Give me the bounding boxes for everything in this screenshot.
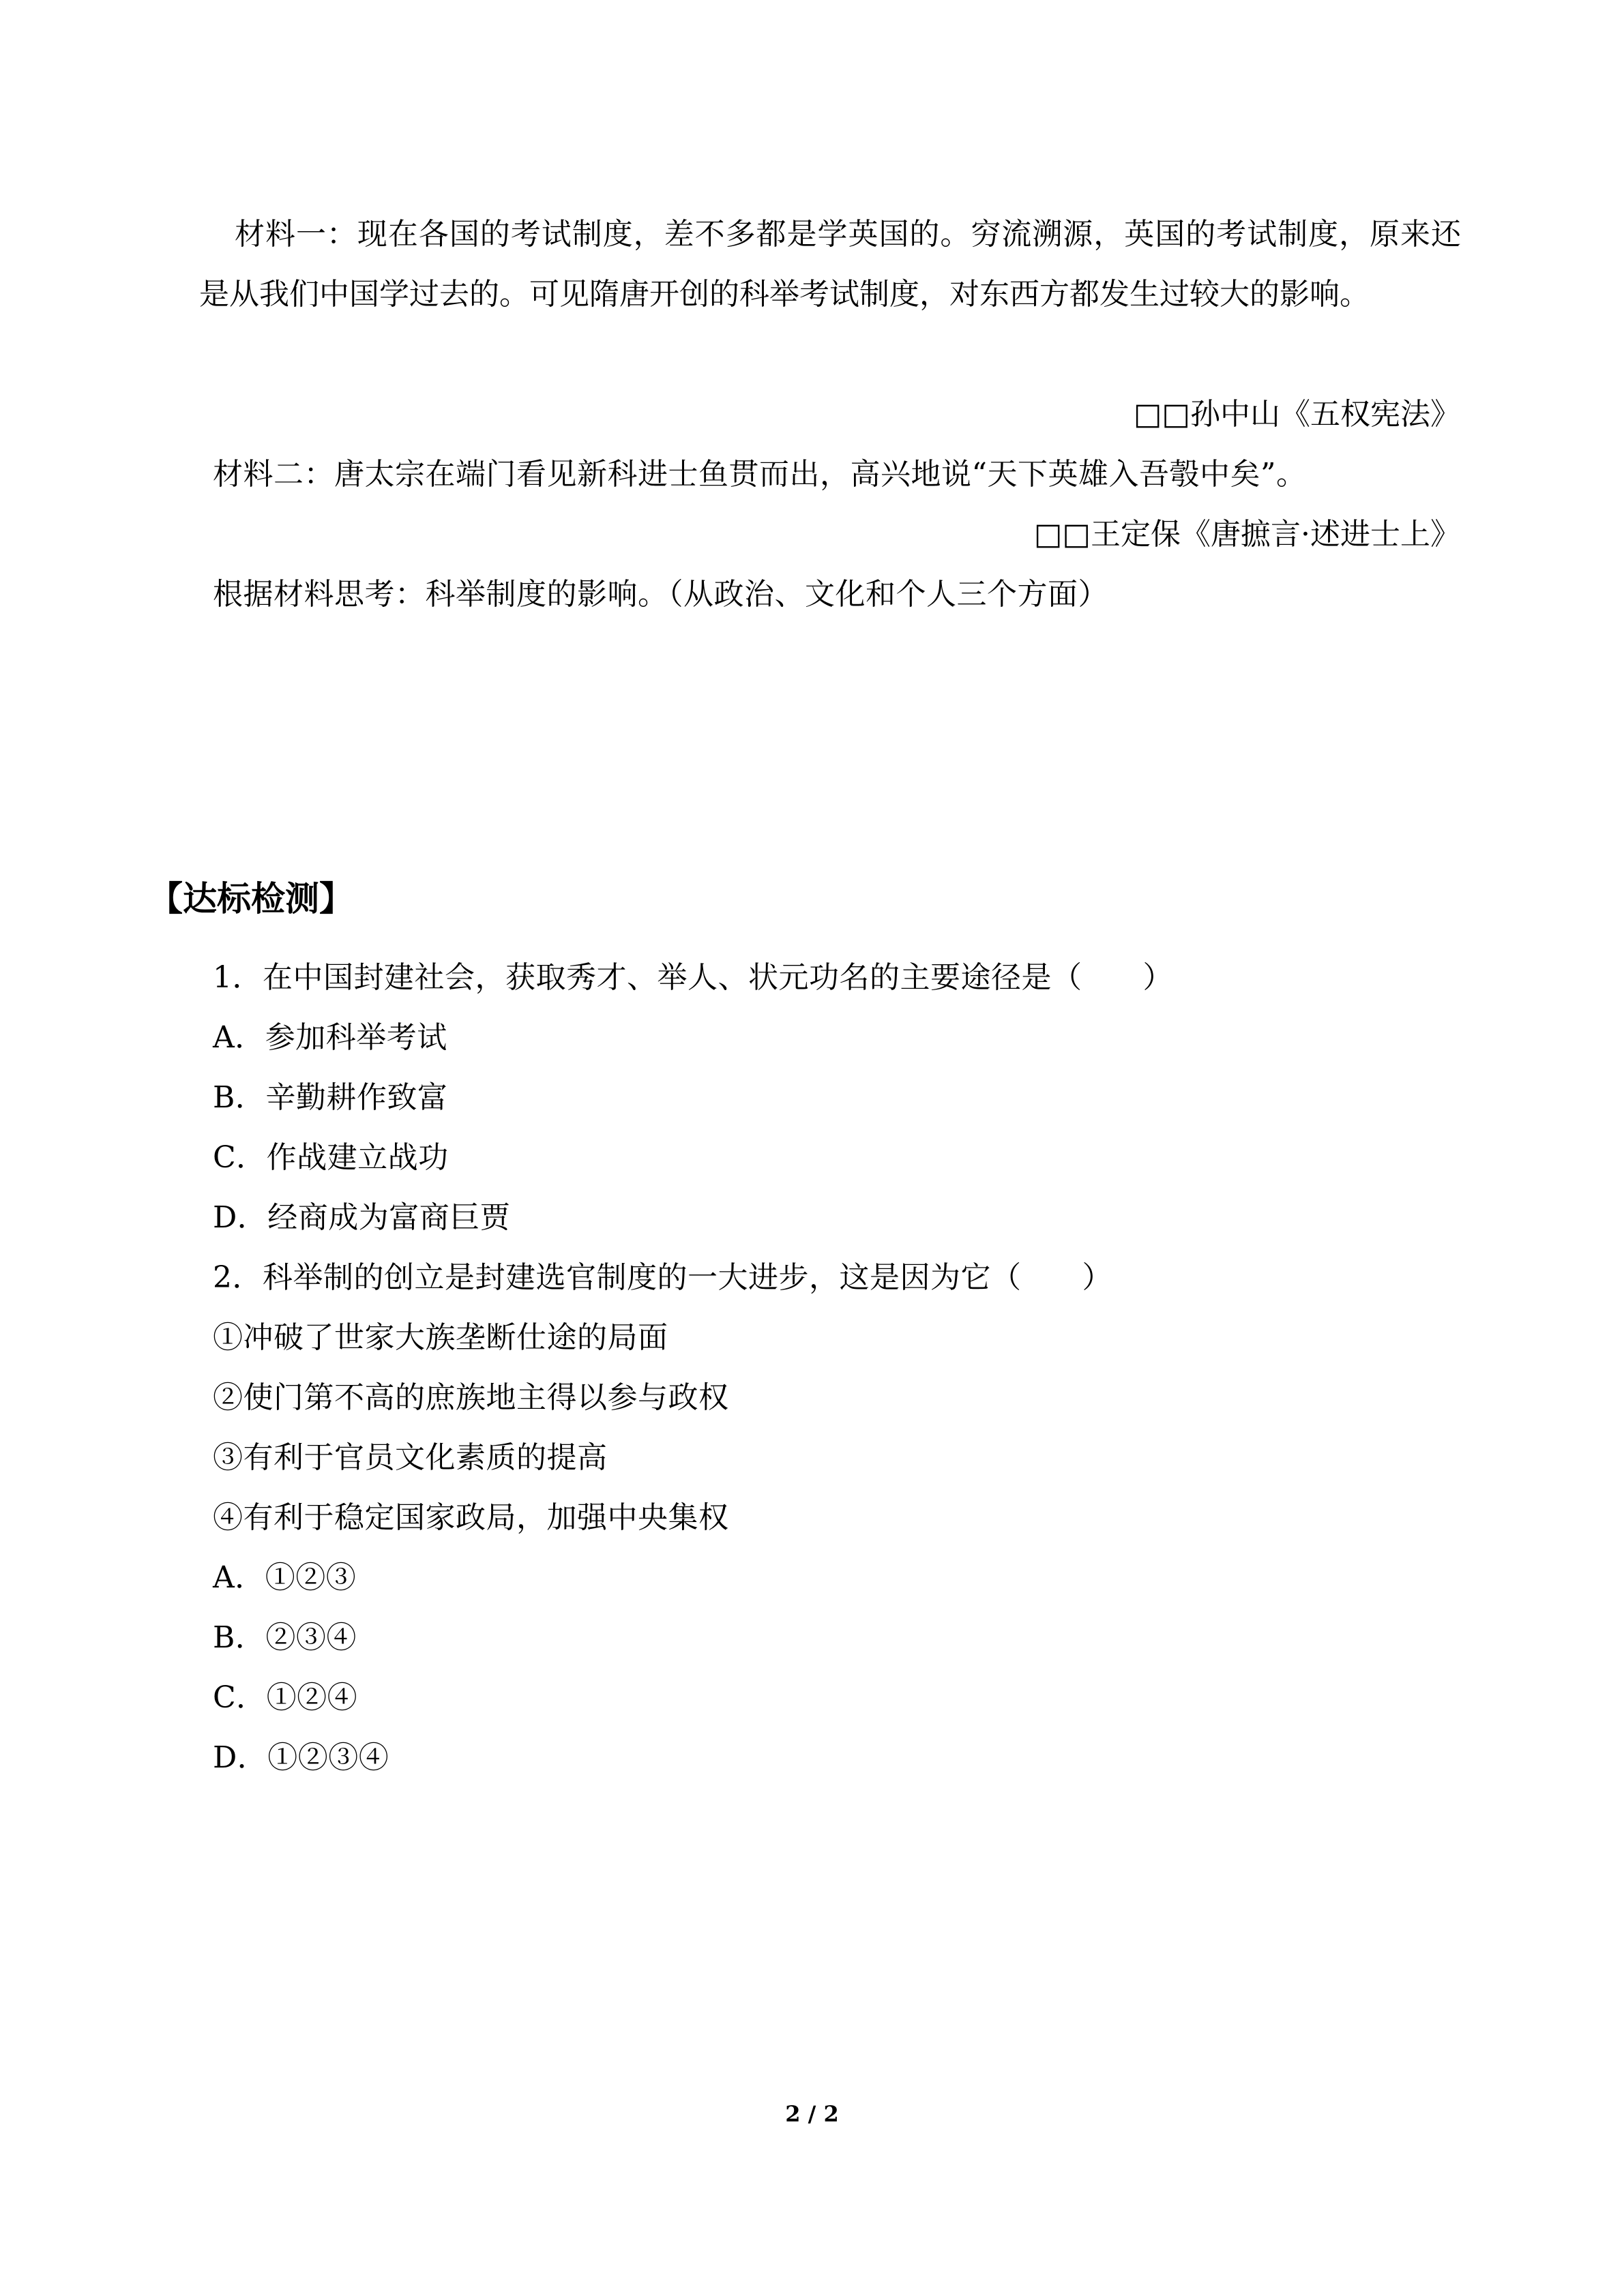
question-two-option-a: A．①②③ <box>213 1560 357 1595</box>
material-one-source: □□孙中山《五权宪法》 <box>1133 397 1460 432</box>
question-two-statement-1: ①冲破了世家大族垄断仕途的局面 <box>213 1320 668 1355</box>
question-one-option-a: A．参加科举考试 <box>213 1020 447 1055</box>
question-one-option-b: B．辛勤耕作致富 <box>213 1080 448 1115</box>
page-number: 2 / 2 <box>785 2101 839 2127</box>
question-one-option-c: C．作战建立战功 <box>213 1140 449 1175</box>
material-question: 根据材料思考：科举制度的影响。（从政治、文化和个人三个方面） <box>213 577 1108 612</box>
material-one-paragraph: 材料一：现在各国的考试制度，差不多都是学英国的。穷流溯源，英国的考试制度，原来还是从我们中国学过去的。可见隋唐开创的科举考试制度，对东西方都发生过较大的影响。 <box>199 217 1461 312</box>
question-two-option-b: B．②③④ <box>213 1620 357 1655</box>
question-one-option-d: D．经商成为富商巨贾 <box>213 1200 511 1235</box>
material-two-source: □□王定保《唐摭言·述进士上》 <box>1033 517 1460 552</box>
question-two-stem: 2．科举制的创立是封建选官制度的一大进步，这是因为它（ ） <box>213 1260 1112 1295</box>
question-two-option-c: C．①②④ <box>213 1680 358 1715</box>
question-two-option-d: D．①②③④ <box>213 1740 389 1775</box>
question-two-statement-2: ②使门第不高的庶族地主得以参与政权 <box>213 1380 729 1415</box>
section-heading: 【达标检测】 <box>149 879 353 919</box>
question-one-stem: 1．在中国封建社会，获取秀才、举人、状元功名的主要途径是（ ） <box>213 960 1173 995</box>
question-two-statement-4: ④有利于稳定国家政局，加强中央集权 <box>213 1500 729 1535</box>
question-two-statement-3: ③有利于官员文化素质的提高 <box>213 1440 608 1475</box>
material-two-paragraph: 材料二：唐太宗在端门看见新科进士鱼贯而出，高兴地说“天下英雄入吾彀中矣”。 <box>213 457 1307 492</box>
